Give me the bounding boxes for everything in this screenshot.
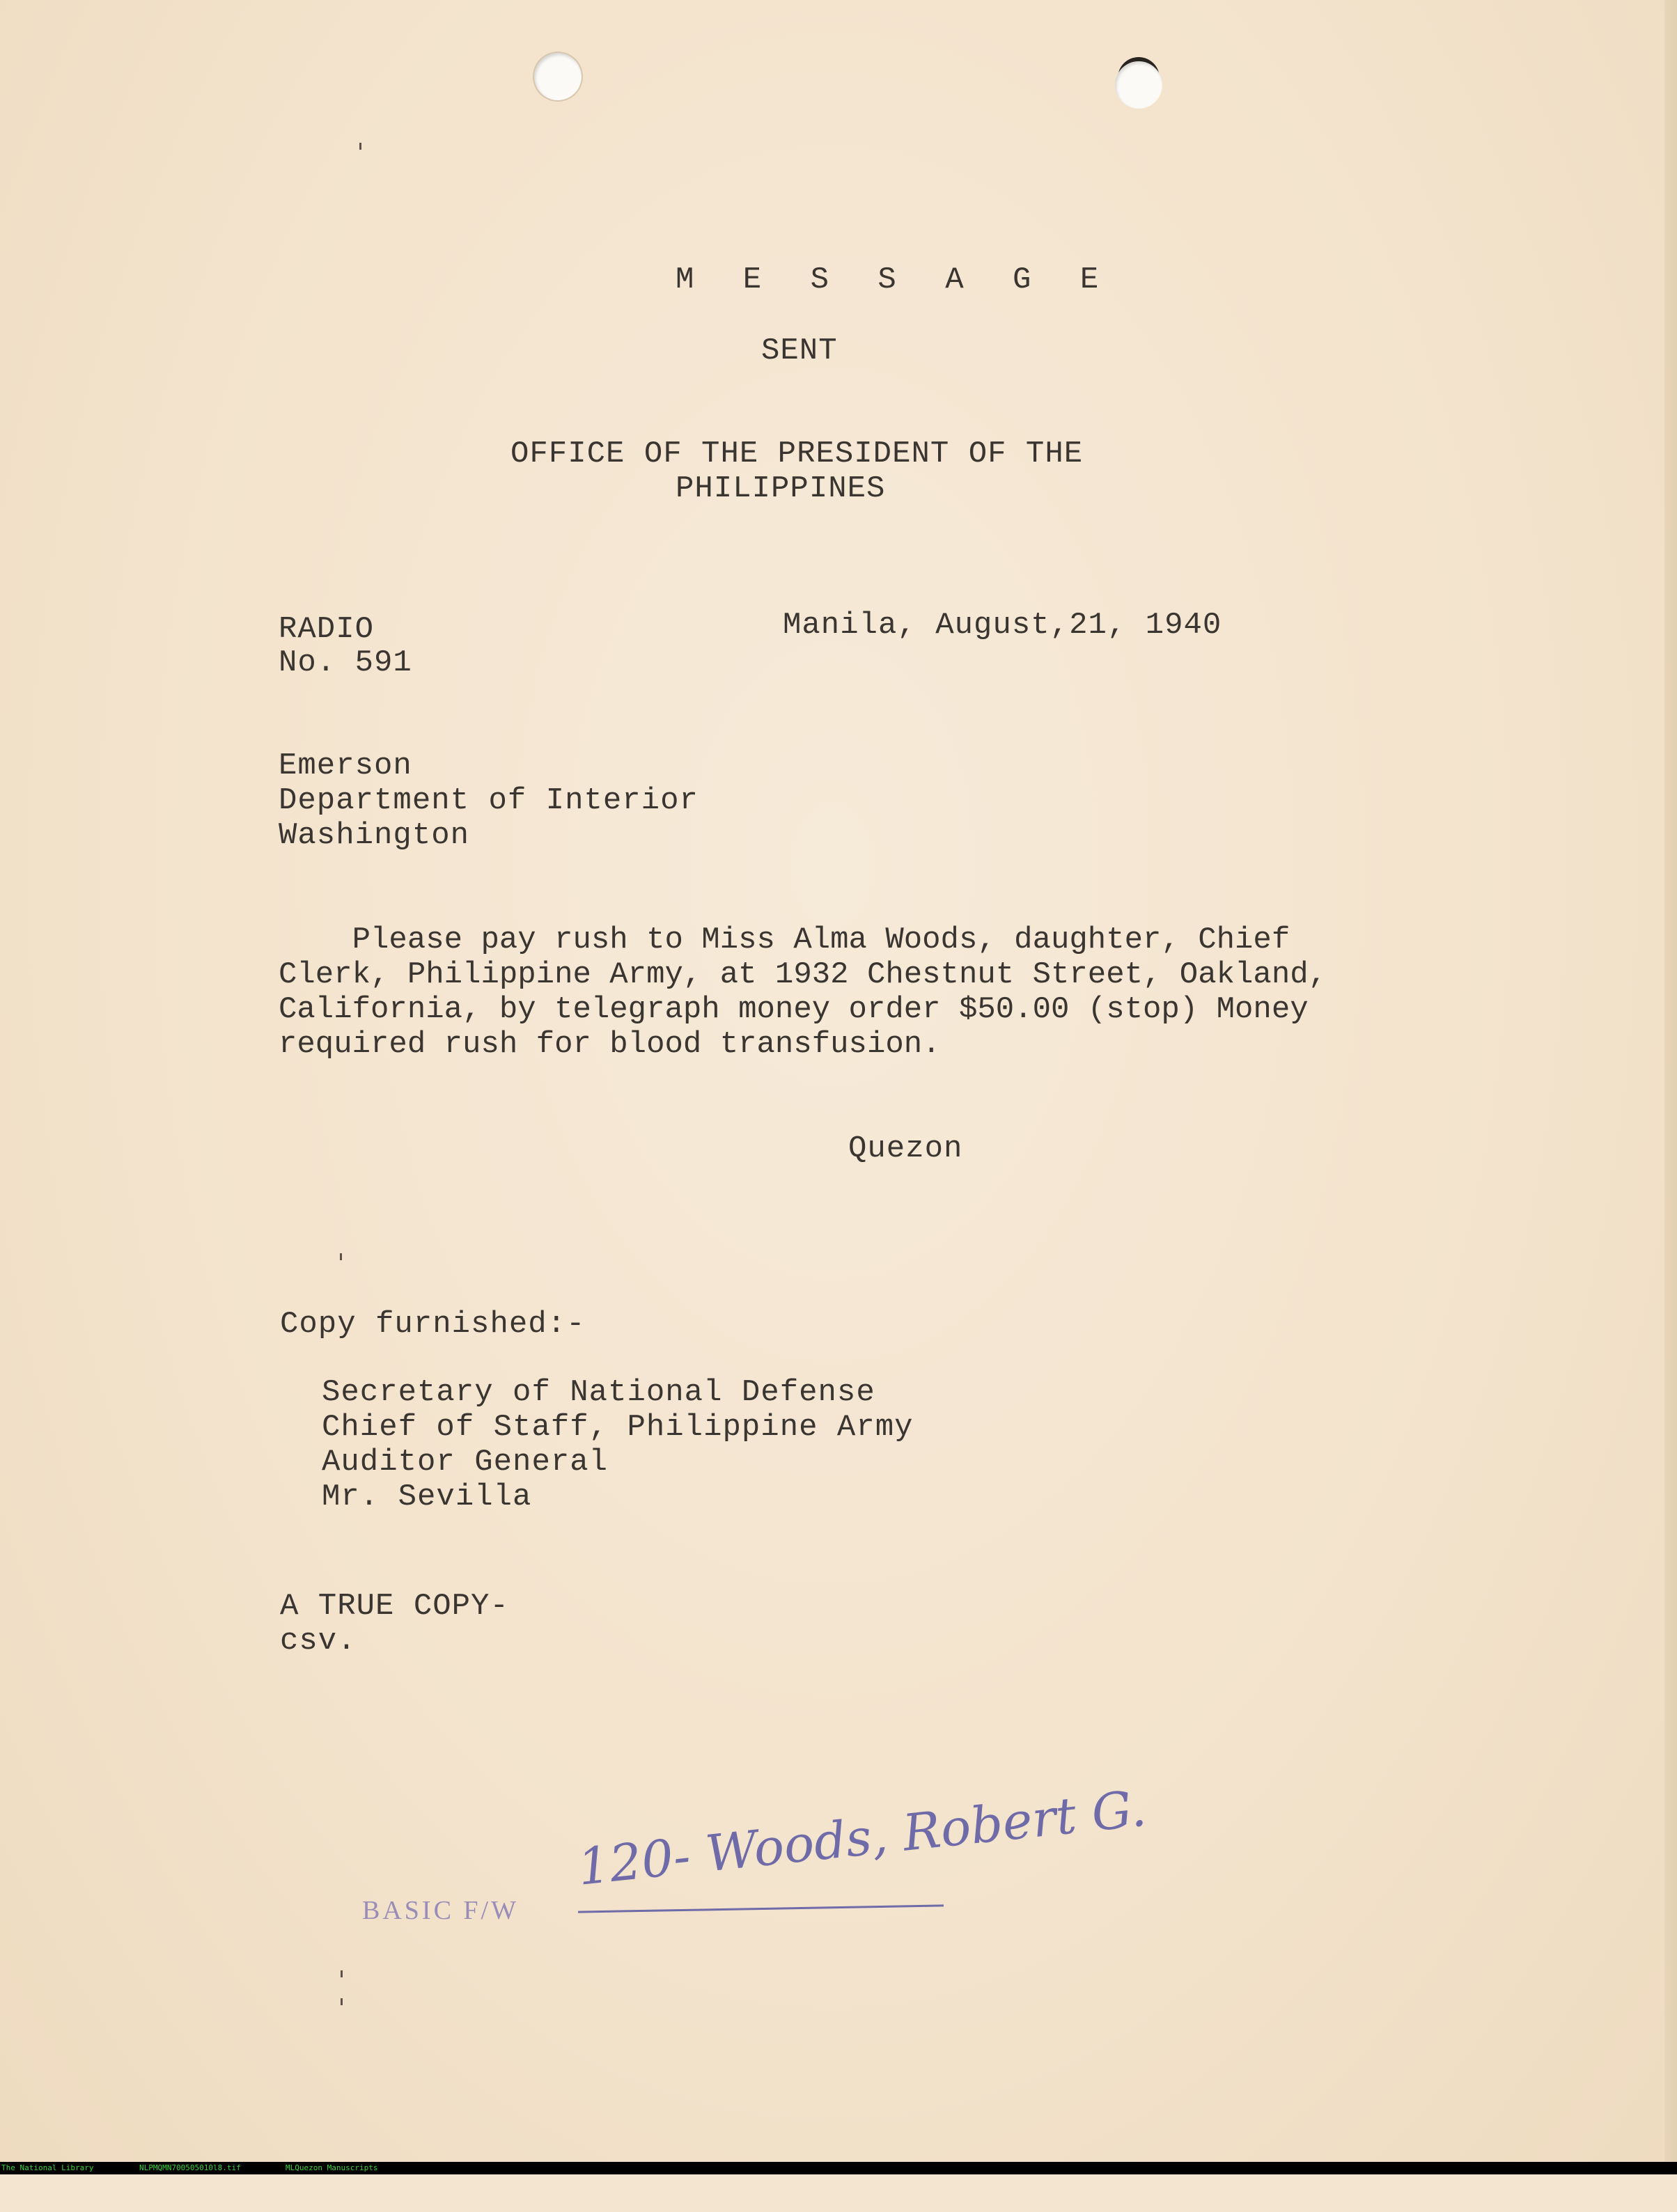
scan-footer-bar: [0, 2162, 1677, 2174]
addressee-name: Emerson: [279, 748, 412, 783]
place-date: Manila, August,21, 1940: [783, 608, 1222, 643]
office-line-1: OFFICE OF THE PRESIDENT OF THE: [510, 437, 1084, 471]
typist-initials: csv.: [280, 1624, 357, 1658]
copy-recipient: Secretary of National Defense: [322, 1375, 875, 1410]
footer-file-id: NLPMQMN700505010l8.tif: [139, 2163, 241, 2172]
message-body: Please pay rush to Miss Alma Woods, daughter, Chief Clerk, Philippine Army, at 1932 Chestnut Street, Oakland, California, by telegraph money order $50.00 (stop) Money required rush for blood transfusion.: [279, 923, 1327, 1062]
message-status: SENT: [761, 334, 838, 368]
paper-mark: [341, 1998, 343, 2005]
filing-stamp: BASIC F/W: [362, 1896, 519, 1925]
addressee-department: Department of Interior: [279, 783, 699, 818]
addressee-city: Washington: [279, 818, 470, 853]
message-title: M E S S A G E: [676, 262, 1114, 297]
copy-furnished-label: Copy furnished:-: [280, 1307, 586, 1342]
punch-hole-left: [534, 53, 582, 100]
true-copy-label: A TRUE COPY-: [280, 1589, 509, 1624]
footer-collection: MLQuezon Manuscripts: [286, 2163, 378, 2172]
copy-recipient: Mr. Sevilla: [322, 1480, 532, 1514]
paper-mark: [359, 143, 361, 150]
punch-hole-right: [1115, 61, 1162, 109]
paper-mark: [341, 1970, 343, 1977]
radio-number: No. 591: [279, 645, 412, 680]
handwritten-filing-note: 120- Woods, Robert G.: [575, 1778, 1149, 1897]
footer-library: The National Library: [1, 2163, 94, 2172]
copy-recipient: Auditor General: [322, 1445, 609, 1480]
signature: Quezon: [848, 1131, 963, 1166]
paper-edge: [1664, 0, 1677, 2162]
paper-mark: [340, 1253, 342, 1260]
radio-label: RADIO: [279, 612, 375, 647]
office-line-2: PHILIPPINES: [676, 471, 886, 506]
copy-recipient: Chief of Staff, Philippine Army: [322, 1410, 914, 1445]
